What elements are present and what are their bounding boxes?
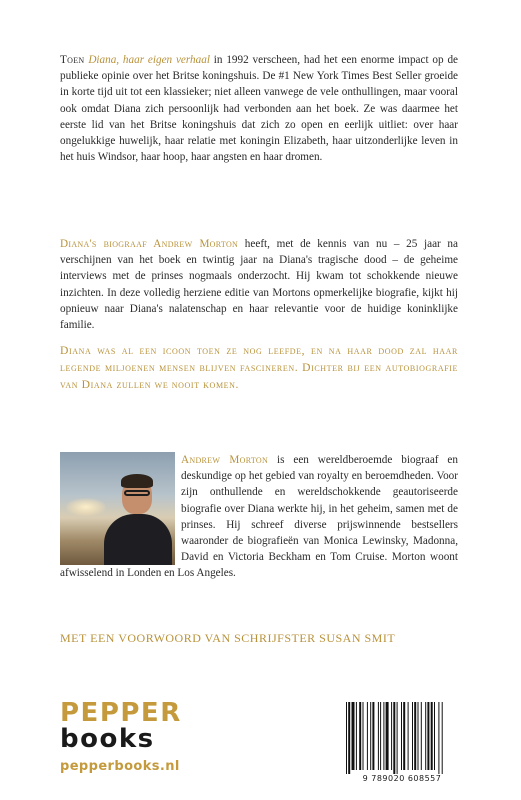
barcode-bar [356,702,357,770]
barcode-bar [414,702,416,770]
barcode-bar [412,702,413,770]
barcode-bar [438,702,439,774]
publisher-logo-line2: books [60,724,155,754]
second-paragraph [60,236,458,333]
barcode-bar [391,702,392,770]
barcode-bar [378,702,379,770]
foreword-note: MET EEN VOORWOORD VAN SCHRIJFSTER SUSAN SMIT [60,631,396,645]
barcode-bar [425,702,426,770]
barcode-bar [367,702,368,770]
barcode-bar [352,702,355,770]
barcode-bar [403,702,405,770]
barcode-bar [418,702,419,770]
barcode-bar [401,702,402,770]
book-title-reference: Diana, haar eigen verhaal [88,54,210,66]
isbn-barcode [340,700,464,786]
barcode-bar [370,702,371,770]
publisher-logo-line1: PEPPER [60,698,182,728]
barcode-bar [434,702,435,770]
intro-paragraph [60,52,458,165]
author-name: Andrew Morton [181,454,269,466]
publisher-url: pepperbooks.nl [60,759,180,774]
isbn-number: 9 789020 608557 [340,774,464,783]
second-text: heeft, met de kennis van nu – 25 jaar na verschijnen van het boek en twintig jaar na Diana's tragische dood – de geheime interviews met de prinses nogmaals onderzocht. Hij kwam tot schokkende nieuwe inzichten. In deze volledig herziene editie van Mortons opmerkelijke biografie, kijkt hij opnieuw naar Diana's nalatenschap en haar relevantie voor de huidige koninklijke familie. [60,238,458,332]
photo-spacer [60,452,181,564]
barcode-bar [397,702,398,774]
intro-lead-word: Toen [60,54,85,66]
barcode-bar [380,702,381,770]
publisher-logo [60,700,182,774]
barcode-bar [348,702,350,774]
barcode-bar [393,702,395,774]
second-lead: Diana's biograaf Andrew Morton [60,238,239,250]
barcode-bar [383,702,384,770]
barcode-bar [386,702,389,770]
intro-text: in 1992 verscheen, had het een enorme impact op de publieke opinie over het Britse koningshuis. De #1 New York Times Best Seller groeide in korte tijd uit tot een klassieker; niet alleen vanwege de vele onthullingen, maar vooral ook omdat Diana zich persoonlijk had verbonden aan het boek. Ze was daarmee het eerste lid van het Britse koningshuis dat zich zo open en eerlijk uitliet: over haar ongelukkige huwelijk, haar relatie met koningin Elizabeth, haar uitzonderlijke leven in het huis Windsor, haar hoop, haar angsten en haar dromen. [60,54,459,164]
barcode-bar [359,702,361,770]
barcode-bar [363,702,364,770]
barcode-bar [421,702,422,770]
barcode-bars [340,700,464,774]
barcode-bar [431,702,433,770]
barcode-bar [372,702,374,770]
pull-quote: Diana was al een icoon toen ze nog leefde, en na haar dood zal haar legende miljoenen mensen blijven fascineren. Dichter bij een autobiografie van Diana zullen we nooit komen. [60,344,458,391]
author-bio [60,452,458,582]
barcode-bar [408,702,409,770]
author-bio-text: is een wereldberoemde biograaf en deskundige op het gebied van royalty en beroemdheden. Voor zijn onthullende en wereldschokkende geautoriseerde biografie over Diana werkte hij, in het geheim, samen met de prinses. Hij schreef diverse prijswinnende bestsellers waaronder de biografieën van Monica Lewinsky, Madonna, David en Victoria Beckham en Tom Cruise. Morton woont afwisselend in Londen en Los Angeles. [60,454,458,580]
barcode-bar [346,702,347,774]
barcode-bar [427,702,429,770]
barcode-bar [442,702,443,774]
